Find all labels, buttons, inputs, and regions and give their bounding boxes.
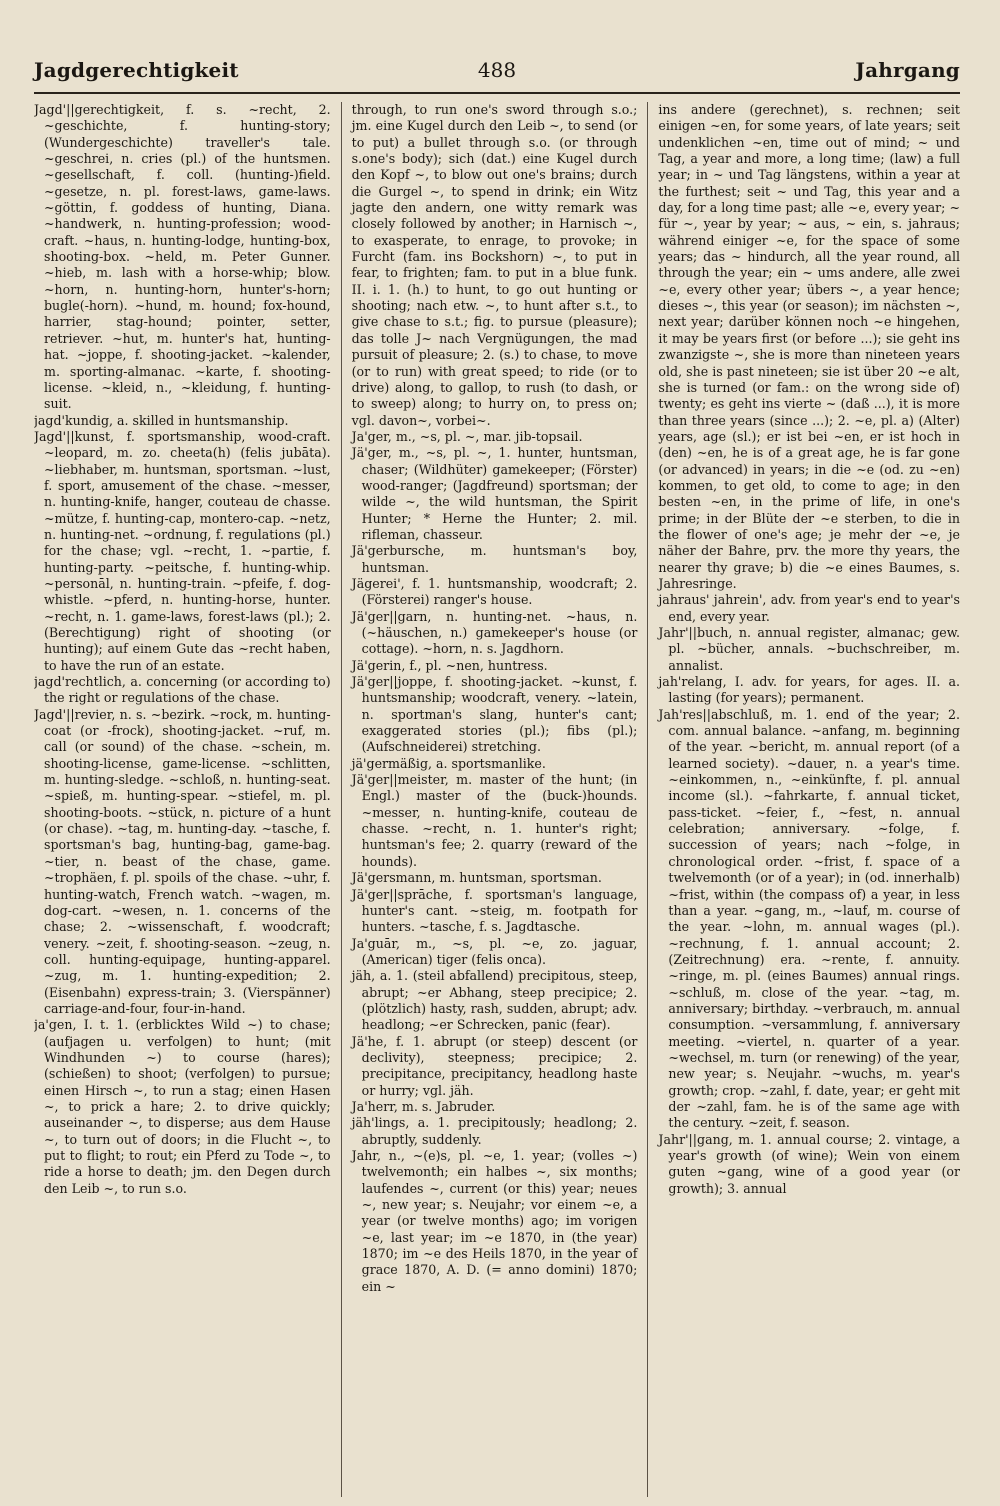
entry: through, to run one's sword through s.o.; jm. eine Kugel durch den Leib ~, to send (or to put) a bullet through s.o. (or through s.one's body); sich (dat.) eine Kugel durch den Kopf ~, to blow out one's brains; durch die Gurgel ~, to spend in drink; ein Witz jagte den andern, one witty remark was closely followed by another; in Harnisch ~, to exasperate, to enrage, to provoke; in Furcht (fam. ins Bockshorn) ~, to put in fear, to frighten; fam. to put in a blue funk. II. i. 1. (h.) to hunt, to go out hunting or shooting; nach etw. ~, to hunt after s.t., to give chase to s.t.; fig. to pursue (pleasure); das tolle J~ nach Vergnügungen, the mad pursuit of pleasure; 2. (s.) to chase, to move (or to run) with great speed; to ride (or to drive) along, to gallop, to rush (to dash, or to sweep) along; to hurry on, to press on; vgl. davon~, vorbei~.: [351, 102, 638, 428]
entry: jagd'rechtlich, a. concerning (or according to) the right or regulations of the chase.: [34, 674, 331, 706]
entry: Jä'gerin, f., pl. ~nen, huntress.: [351, 657, 548, 673]
column-middle: [341, 102, 648, 1497]
entry: Jä'ger||joppe, f. shooting-jacket. ~kunst, f. huntsmanship; woodcraft, venery. ~latein, n. sportman's slang, hunter's cant; exaggerated stories (pl.); fibs (pl.); (Aufschneiderei) stretching.: [351, 674, 638, 755]
entry: Jä'ger, m., ~s, pl. ~, 1. hunter, huntsman, chaser; (Wildhüter) gamekeeper; (Förster) wood-ranger; (Jagdfreund) sportsman; der wilde ~, the wild huntsman, the Spirit Hunter; * Herne the Hunter; 2. mil. rifleman, chasseur.: [351, 445, 638, 542]
entry: Jä'ger||garn, n. hunting-net. ~haus, n. (~häuschen, n.) gamekeeper's house (or cottage). ~horn, n. s. Jagdhorn.: [351, 608, 638, 657]
entry: Jahr'||gang, m. 1. annual course; 2. vintage, a year's growth (of wine); Wein von einem guten ~gang, wine of a good year (or growth); 3. annual: [658, 1131, 960, 1196]
entry: jahraus' jahrein', adv. from year's end to year's end, every year.: [658, 592, 960, 624]
entry: ja'gen, I. t. 1. (erblicktes Wild ~) to chase; (aufjagen u. verfolgen) to hunt; (mit Windhunden ~) to course (hares); (schießen) to shoot; (verfolgen) to pursue; einen Hirsch ~, to run a stag; einen Hasen ~, to prick a hare; 2. to drive quickly; auseinander ~, to disperse; aus dem Hause ~, to turn out of doors; in die Flucht ~, to put to flight; to rout; ein Pferd zu Tode ~, to ride a horse to death; jm. den Degen durch den Leib ~, to run s.o.: [34, 1017, 331, 1196]
entry: Jägerei', f. 1. huntsmanship, woodcraft; 2. (Försterei) ranger's house.: [351, 575, 638, 608]
entry: Ja'ger, m., ~s, pl. ~, mar. jib-topsail.: [351, 428, 583, 444]
text-columns: [34, 102, 960, 1497]
entry: ins andere (gerechnet), s. rechnen; seit einigen ~en, for some years, of late years; seit undenklichen ~en, time out of mind; ~ und Tag, a year and more, a long time; (law) a full year; in ~ und Tag längstens, within a year at the furthest; seit ~ und Tag, this year and a day, for a long time past; alle ~e, every year; ~ für ~, year by year; ~ aus, ~ ein, s. jahraus; während einiger ~e, for the space of some years; das ~ hindurch, all the year round, all through the year; ein ~ ums andere, alle zwei ~e, every other year; übers ~, a year hence; dieses ~, this year (or season); im nächsten ~, next year; darüber können noch ~e hingehen, it may be years first (or before ...); sie geht ins zwanzigste ~, she is more than nineteen years old, she is past nineteen; sie ist über 20 ~e alt, she is turned (or fam.: on the wrong side of) twenty; es geht ins vierte ~ (daß ...), it is more than three years (since ...); 2. ~e, pl. a) (Alter) years, age (sl.); er ist bei ~en, er ist hoch in (den) ~en, he is of a great age, he is far gone (or advanced) in years; in die ~e (od. zu ~en) kommen, to get old, to come to age; in den besten ~en, in the prime of life, in one's prime; in der Blüte der ~e sterben, to die in the flower of one's age; je mehr der ~e, je näher der Bahre, prv. the more thy years, the nearer thy grave; b) die ~e eines Baumes, s. Jahresringe.: [658, 102, 960, 591]
entry: jäh'lings, a. 1. precipitously; headlong; 2. abruptly, suddenly.: [351, 1115, 638, 1147]
entry: Jä'he, f. 1. abrupt (or steep) descent (or declivity), steepness; precipice; 2. precipitance, precipitancy, headlong haste or hurry; vgl. jäh.: [351, 1033, 638, 1098]
entry: jä'germäßig, a. sportsmanlike.: [351, 755, 546, 771]
entry: Jagd'||revier, n. s. ~bezirk. ~rock, m. hunting-coat (or -frock), shooting-jacket. ~ruf, m. call (or sound) of the chase. ~schein, m. shooting-license, game-license. ~schlitten, m. hunting-sledge. ~schloß, n. hunting-seat. ~spieß, m. hunting-spear. ~stiefel, m. pl. shooting-boots. ~stück, n. picture of a hunt (or chase). ~tag, m. hunting-day. ~tasche, f. sportsman's bag, hunting-bag, game-bag. ~tier, n. beast of the chase, game. ~trophäen, f. pl. spoils of the chase. ~uhr, f. hunting-watch, French watch. ~wagen, m. dog-cart. ~wesen, n. 1. concerns of the chase; 2. ~wissenschaft, f. woodcraft; venery. ~zeit, f. shooting-season. ~zeug, n. coll. hunting-equipage, hunting-apparel. ~zug, m. 1. hunting-expedition; 2. (Eisenbahn) express-train; 3. (Vierspänner) carriage-and-four, four-in-hand.: [34, 706, 331, 1016]
entry: Jä'gersmann, m. huntsman, sportsman.: [351, 870, 602, 886]
entry: Jagd'||kunst, f. sportsmanship, wood-craft. ~leopard, m. zo. cheeta(h) (felis jubāta). ~liebhaber, m. huntsman, sportsman. ~lust, f. sport, amusement of the chase. ~messer, n. hunting-knife, hanger, couteau de chasse. ~mütze, f. hunting-cap, montero-cap. ~netz, n. hunting-net. ~ordnung, f. regulations (pl.) for the chase; vgl. ~recht, 1. ~partie, f. hunting-party. ~peitsche, f. hunting-whip. ~personāl, n. hunting-train. ~pfeife, f. dog-whistle. ~pferd, n. hunting-horse, hunter. ~recht, n. 1. game-laws, forest-laws (pl.); 2. (Berechtigung) right of shooting (or hunting); auf einem Gute das ~recht haben, to have the run of an estate.: [34, 428, 331, 673]
entry: Jahr, n., ~(e)s, pl. ~e, 1. year; (volles ~) twelvemonth; ein halbes ~, six months; laufendes ~, current (or this) year; neues ~, new year; s. Neujahr; vor einem ~e, a year (or twelve months) ago; im vorigen ~e, last year; im ~e 1870, in (the year) 1870; im ~e des Heils 1870, in the year of grace 1870, A. D. (= anno domini) 1870; ein ~: [351, 1148, 638, 1294]
entry: Jä'ger||meister, m. master of the hunt; (in Engl.) master of the (buck-)hounds. ~messer, n. hunting-knife, couteau de chasse. ~recht, n. 1. hunter's right; huntsman's fee; 2. quarry (reward of the hounds).: [351, 772, 638, 869]
column-right: [647, 102, 960, 1497]
column-left: [34, 102, 341, 1497]
entry: Jagd'||gerechtigkeit, f. s. ~recht, 2. ~geschichte, f. hunting-story; (Wundergeschichte) traveller's tale. ~geschrei, n. cries (pl.) of the huntsmen. ~gesellschaft, f. coll. (hunting-)field. ~gesetze, n. pl. forest-laws, game-laws. ~göttin, f. goddess of hunting, Diana. ~handwerk, n. hunting-profession; wood-craft. ~haus, n. hunting-lodge, hunting-box, shooting-box. ~held, m. Peter Gunner. ~hieb, m. lash with a horse-whip; blow. ~horn, n. hunting-horn, hunter's-horn; bugle(-horn). ~hund, m. hound; fox-hound, harrier, stag-hound; pointer, setter, retriever. ~hut, m. hunter's hat, hunting-hat. ~joppe, f. shooting-jacket. ~kalender, m. sporting-almanac. ~karte, f. shooting-license. ~kleid, n., ~kleidung, f. hunting-suit.: [34, 102, 331, 412]
entry: jagd'kundig, a. skilled in huntsmanship.: [34, 412, 289, 428]
entry: Jä'gerbursche, m. huntsman's boy, huntsman.: [351, 543, 638, 575]
header-right-word: Jahrgang: [855, 58, 960, 82]
entry: Jahr'||buch, n. annual register, almanac; gew. pl. ~bücher, annals. ~buchschreiber, m. annalist.: [658, 625, 960, 673]
entry: Jä'ger||sprāche, f. sportsman's language, hunter's cant. ~steig, m. footpath for hunters. ~tasche, f. s. Jagdtasche.: [351, 886, 638, 935]
entry: Ja'guār, m., ~s, pl. ~e, zo. jaguar, (American) tiger (felis onca).: [351, 935, 638, 967]
header-left-word: Jagdgerechtigkeit: [34, 58, 239, 82]
page-number: 488: [477, 58, 517, 82]
entry: jäh, a. 1. (steil abfallend) precipitous, steep, abrupt; ~er Abhang, steep precipice; 2. (plötzlich) hasty, rash, sudden, abrupt; adv. headlong; ~er Schrecken, panic (fear).: [351, 968, 638, 1033]
entry: jah'relang, I. adv. for years, for ages. II. a. lasting (for years); permanent.: [658, 674, 960, 706]
page-header: [34, 52, 960, 94]
entry: Jah'res||abschluß, m. 1. end of the year; 2. com. annual balance. ~anfang, m. beginning of the year. ~bericht, m. annual report (of a learned society). ~dauer, n. a year's time. ~einkommen, n., ~einkünfte, f. pl. annual income (sl.). ~fahrkarte, f. annual ticket, pass-ticket. ~feier, f., ~fest, n. annual celebration; anniversary. ~folge, f. succession of years; nach ~folge, in chronological order. ~frist, f. space of a twelvemonth (or of a year); in (od. innerhalb) ~frist, within (the compass of) a year, in less than a year. ~gang, m., ~lauf, m. course of the year. ~lohn, m. annual wages (pl.). ~rechnung, f. 1. annual account; 2. (Zeitrechnung) era. ~rente, f. annuity. ~ringe, m. pl. (eines Baumes) annual rings. ~schluß, m. close of the year. ~tag, m. anniversary; birthday. ~verbrauch, m. annual consumption. ~versammlung, f. anniversary meeting. ~viertel, n. quarter of a year. ~wechsel, m. turn (or renewing) of the year, new year; s. Neujahr. ~wuchs, m. year's growth; crop. ~zahl, f. date, year; er geht mit der ~zahl, fam. he is of the same age with the century. ~zeit, f. season.: [658, 706, 960, 1131]
entry: Ja'herr, m. s. Jabruder.: [351, 1098, 496, 1114]
